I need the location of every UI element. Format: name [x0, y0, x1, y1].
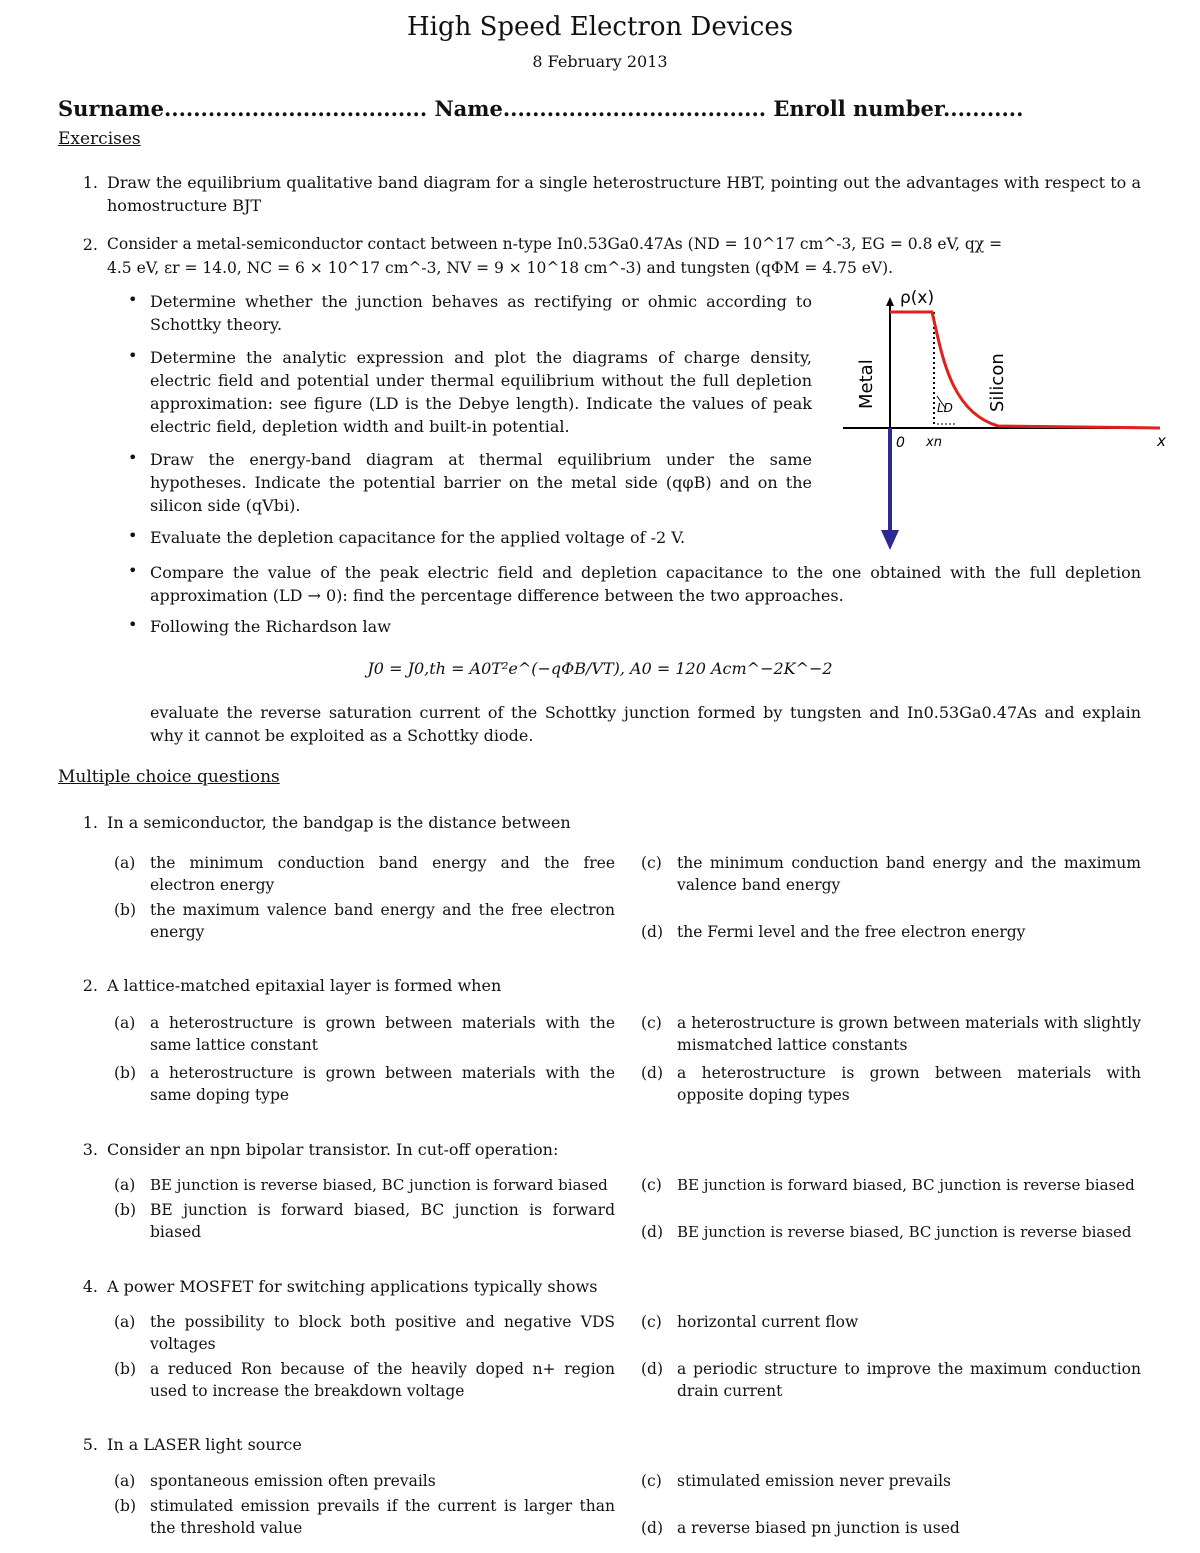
question-1-text: In a semiconductor, the bandgap is the distance between	[107, 813, 571, 832]
x-axis-label: x	[1157, 432, 1166, 450]
enroll-label: Enroll number	[773, 96, 943, 121]
bullet-dot: •	[128, 615, 138, 634]
option-label: (b)	[114, 1201, 137, 1219]
document-date: 8 February 2013	[532, 52, 668, 71]
exercise-2-line-2: 4.5 eV, εr = 14.0, NC = 6 × 10^17 cm^-3, NV = 9 × 10^18 cm^-3) and tungsten (qΦM = 4.75 eV).	[107, 259, 894, 277]
question-1-number: 1.	[82, 813, 98, 832]
option-label: (a)	[114, 1014, 136, 1032]
question-4-option-d: a periodic structure to improve the maximum conduction drain current	[677, 1360, 1141, 1400]
question-2-option-d: a heterostructure is grown between materials with opposite doping types	[677, 1064, 1141, 1104]
silicon-label: Silicon	[987, 353, 1008, 412]
question-5-option-b: stimulated emission prevails if the current is larger than the threshold value	[150, 1497, 615, 1537]
question-4-text: A power MOSFET for switching applications typically shows	[107, 1277, 598, 1296]
bullet-5-text: Compare the value of the peak electric field and depletion capacitance to the one obtained with the full depletion approximation (LD → 0): find the percentage difference between the two approaches.	[150, 563, 1141, 605]
question-5-option-c: stimulated emission never prevails	[677, 1472, 951, 1490]
charge-density-curve	[890, 312, 1160, 428]
option-label: (d)	[641, 1519, 664, 1537]
exercise-1-text: Draw the equilibrium qualitative band diagram for a single heterostructure HBT, pointing out the advantages with respect to a homostructure BJT	[107, 173, 1141, 215]
y-axis-arrowhead	[886, 297, 894, 306]
bullet-4-text: Evaluate the depletion capacitance for the applied voltage of -2 V.	[150, 528, 686, 547]
question-1-option-c: the minimum conduction band energy and the maximum valence band energy	[677, 854, 1141, 894]
option-label: (a)	[114, 1176, 136, 1194]
question-3-option-d: BE junction is reverse biased, BC junction is reverse biased	[677, 1223, 1132, 1241]
charge-density-figure	[838, 284, 1178, 556]
question-3-option-c: BE junction is forward biased, BC junction is reverse biased	[677, 1176, 1135, 1194]
identity-line	[58, 96, 1023, 121]
bullet-3-text: Draw the energy-band diagram at thermal equilibrium under the same hypotheses. Indicate the potential barrier on the metal side (qφB) and on the silicon side (qVbi).	[150, 450, 812, 515]
question-3-option-b: BE junction is forward biased, BC junction is forward biased	[150, 1201, 615, 1241]
mcq-heading: Multiple choice questions	[58, 767, 280, 787]
document-title: High Speed Electron Devices	[406, 12, 794, 42]
option-label: (d)	[641, 923, 664, 941]
option-label: (d)	[641, 1360, 664, 1378]
bullet-dot: •	[128, 526, 138, 545]
surname-field: ....................................	[163, 96, 428, 121]
richardson-equation: J0 = J0,th = A0T²e^(−qΦB/VT), A0 = 120 Acm^−2K^−2	[367, 659, 833, 678]
option-label: (c)	[641, 1472, 662, 1490]
question-1-option-a: the minimum conduction band energy and the free electron energy	[150, 854, 615, 894]
question-2-text: A lattice-matched epitaxial layer is formed when	[107, 976, 502, 995]
bullet-dot: •	[128, 346, 138, 365]
enroll-field: ...........	[942, 96, 1024, 121]
question-1-option-d: the Fermi level and the free electron energy	[677, 923, 1026, 941]
richardson-followup-text: evaluate the reverse saturation current of the Schottky junction formed by tungsten and In0.53Ga0.47As and explain why it cannot be exploited as a Schottky diode.	[150, 703, 1141, 745]
question-4-option-b: a reduced Ron because of the heavily doped n+ region used to increase the breakdown voltage	[150, 1360, 615, 1400]
field-arrow-head	[881, 530, 899, 550]
name-label: Name	[434, 96, 503, 121]
question-2-number: 2.	[82, 976, 98, 995]
option-label: (d)	[641, 1223, 664, 1241]
exercises-heading: Exercises	[58, 129, 141, 149]
bullet-dot: •	[128, 290, 138, 309]
option-label: (b)	[114, 1064, 137, 1082]
question-4-option-c: horizontal current flow	[677, 1313, 859, 1331]
surname-label: Surname	[58, 96, 164, 121]
exercise-1-number: 1.	[82, 173, 98, 192]
ld-label: LD	[937, 401, 953, 415]
option-label: (d)	[641, 1064, 664, 1082]
question-5-option-a: spontaneous emission often prevails	[150, 1472, 436, 1490]
option-label: (a)	[114, 1313, 136, 1331]
option-label: (a)	[114, 1472, 136, 1490]
option-label: (c)	[641, 1313, 662, 1331]
option-label: (b)	[114, 1497, 137, 1515]
question-4-number: 4.	[82, 1277, 98, 1296]
bullet-2-text: Determine the analytic expression and plot the diagrams of charge density, electric field and potential under thermal equilibrium without the full depletion approximation: see figure (LD is the Debye length). Indicate the values of peak electric field, depletion width and built-in potential.	[150, 348, 812, 436]
name-field: ....................................	[502, 96, 767, 121]
bullet-dot: •	[128, 561, 138, 580]
option-label: (a)	[114, 854, 136, 872]
bullet-1-text: Determine whether the junction behaves as rectifying or ohmic according to Schottky theory.	[150, 292, 812, 334]
question-4-option-a: the possibility to block both positive and negative VDS voltages	[150, 1313, 615, 1353]
question-2-option-a: a heterostructure is grown between materials with the same lattice constant	[150, 1014, 615, 1054]
question-3-number: 3.	[82, 1140, 98, 1159]
exercise-2-line-1: Consider a metal-semiconductor contact between n-type In0.53Ga0.47As (ND = 10^17 cm^-3, EG = 0.8 eV, qχ =	[107, 235, 1003, 253]
question-2-option-b: a heterostructure is grown between materials with the same doping type	[150, 1064, 615, 1104]
option-label: (c)	[641, 1014, 662, 1032]
option-label: (c)	[641, 854, 662, 872]
option-label: (b)	[114, 901, 137, 919]
question-5-option-d: a reverse biased pn junction is used	[677, 1519, 960, 1537]
xn-label: xn	[926, 435, 942, 450]
exercise-2-number: 2.	[82, 235, 98, 254]
question-3-option-a: BE junction is reverse biased, BC junction is forward biased	[150, 1176, 608, 1194]
question-2-option-c: a heterostructure is grown between materials with slightly mismatched lattice constants	[677, 1014, 1141, 1054]
question-3-text: Consider an npn bipolar transistor. In cut-off operation:	[107, 1140, 559, 1159]
metal-label: Metal	[856, 359, 877, 409]
question-5-number: 5.	[82, 1435, 98, 1454]
bullet-6-text: Following the Richardson law	[150, 617, 391, 636]
question-5-text: In a LASER light source	[107, 1435, 302, 1454]
option-label: (b)	[114, 1360, 137, 1378]
origin-label: 0	[896, 435, 905, 451]
option-label: (c)	[641, 1176, 662, 1194]
question-1-option-b: the maximum valence band energy and the free electron energy	[150, 901, 615, 941]
bullet-dot: •	[128, 448, 138, 467]
rho-label: ρ(x)	[900, 288, 935, 308]
